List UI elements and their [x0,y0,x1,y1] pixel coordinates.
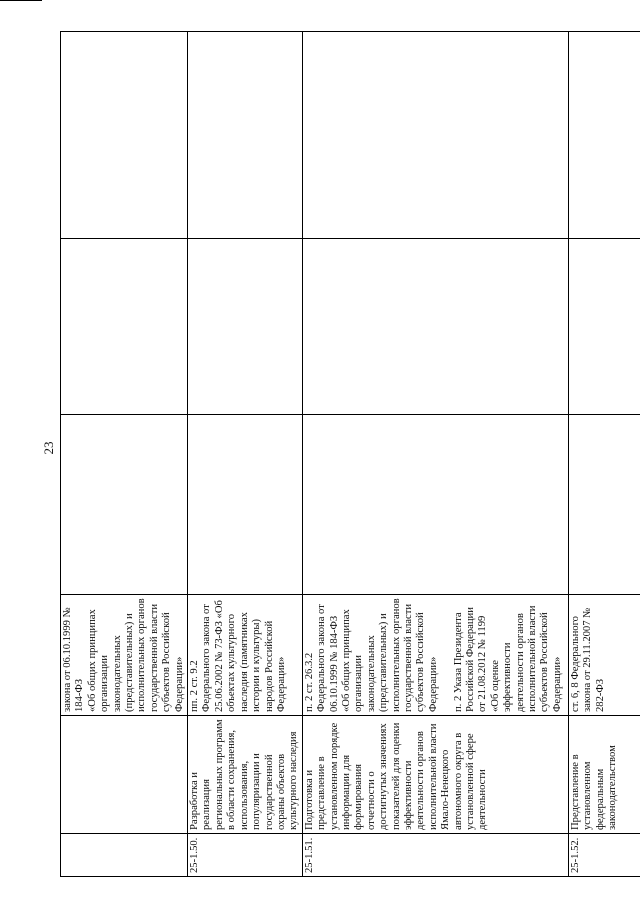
empty-cell [568,415,640,595]
row-number-cell: 25-1.50. [188,834,303,877]
empty-cell [302,239,568,415]
row-title-cell: Представление в установленном федеральным законодательством [568,716,640,834]
empty-cell [188,239,303,415]
top-rule [0,0,42,1]
table-row [61,32,188,877]
row-number-cell [61,834,188,877]
row-basis-cell: закона от 06.10.1999 № 184-ФЗ «Об общих принципах организации законодательных (представительных) и исполнительных органов государственной власти субъектов Российской Федерации» [61,595,188,716]
row-basis-cell: ст. 6, 8 Федерального закона от 29.11.2007 № 282-ФЗ [568,595,640,716]
page-number: 23 [41,441,56,455]
row-basis-cell: п. 2 ст. 26.3.2 Федерального закона от 06.10.1999 № 184-ФЗ «Об общих принципах организации законодательных (представительных) и исполнительных органов государственной власти субъектов Российской Федерации» п. 2 Указа Президента Российской Федерации от 21.08.2012 № 1199 «Об оценке эффективности деятельности органов исполнительной власти субъектов Российской Федерации» [302,595,568,716]
table-row [188,32,303,877]
rotated-table-container [60,32,618,877]
empty-cell [568,239,640,415]
row-number-cell: 25-1.52. [568,834,640,877]
empty-cell [61,415,188,595]
row-title-cell: Подготовка и представление в установленном порядке информации для формирования отчетности о достигнутых значениях показателей для оценки эффективности деятельности органов исполнительной власти Ямало-Ненецкого автономного округа в установленной сфере деятельности [302,716,568,834]
row-basis-cell: пп. 2 ст. 9.2 Федерального закона от 25.06.2002 № 73-ФЗ «Об объектах культурного наследия (памятниках истории и культуры) народов Российской Федерации» [188,595,303,716]
empty-cell [302,415,568,595]
empty-cell [61,32,188,239]
empty-cell [302,32,568,239]
table-row [568,32,640,877]
empty-cell [188,32,303,239]
powers-table [60,31,640,877]
empty-cell [188,415,303,595]
empty-cell [61,239,188,415]
row-title-cell [61,716,188,834]
table-row [302,32,568,877]
row-number-cell: 25-1.51. [302,834,568,877]
rotated-table-frame [60,32,618,877]
empty-cell [568,32,640,239]
row-title-cell: Разработка и реализация региональных программ в области сохранения, использования, популяризации и государственной охраны объектов культурного наследия [188,716,303,834]
